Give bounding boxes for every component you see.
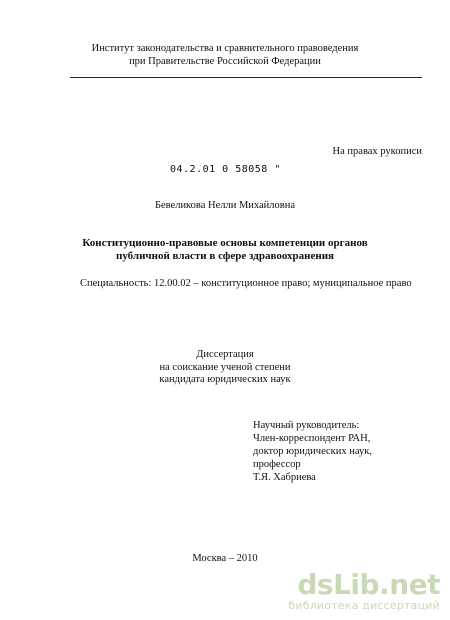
dissertation-degree [0,349,450,387]
degree-line-2: на соискание ученой степени [159,361,291,373]
watermark-logo: dsLib.net [297,568,440,601]
dslib-watermark[interactable] [260,568,440,612]
institute-line-2: при Правительстве Российской Федерации [129,56,321,67]
manuscript-note: На правах рукописи [332,146,422,157]
registration-number: 04.2.01 0 58058 " [170,164,281,175]
supervisor-line-2: Член-корреспондент РАН, [253,433,371,444]
institute-header [0,42,450,68]
supervisor-line-5: Т.Я. Хабриева [253,472,316,483]
header-divider [70,77,422,78]
supervisor-line-1: Научный руководитель: [253,420,360,431]
degree-line-1: Диссертация [196,349,254,360]
place-and-year: Москва – 2010 [192,553,258,564]
supervisor-line-4: профессор [253,459,301,470]
watermark-subtitle: библиотека диссертаций [288,599,440,612]
title-line-2: публичной власти в сфере здравоохранения [115,250,335,262]
institute-line-1: Институт законодательства и сравнительного правоведения [91,43,359,54]
specialty-line: Специальность: 12.00.02 – конституционное право; муниципальное право [80,278,412,289]
degree-line-3: кандидата юридических наук [159,374,291,385]
supervisor-line-3: доктор юридических наук, [253,446,372,457]
scientific-supervisor [253,419,372,484]
author-name: Бевеликова Нелли Михайловна [154,200,296,211]
dissertation-title [0,237,450,263]
title-line-1: Конституционно-правовые основы компетенции органов [82,237,368,249]
